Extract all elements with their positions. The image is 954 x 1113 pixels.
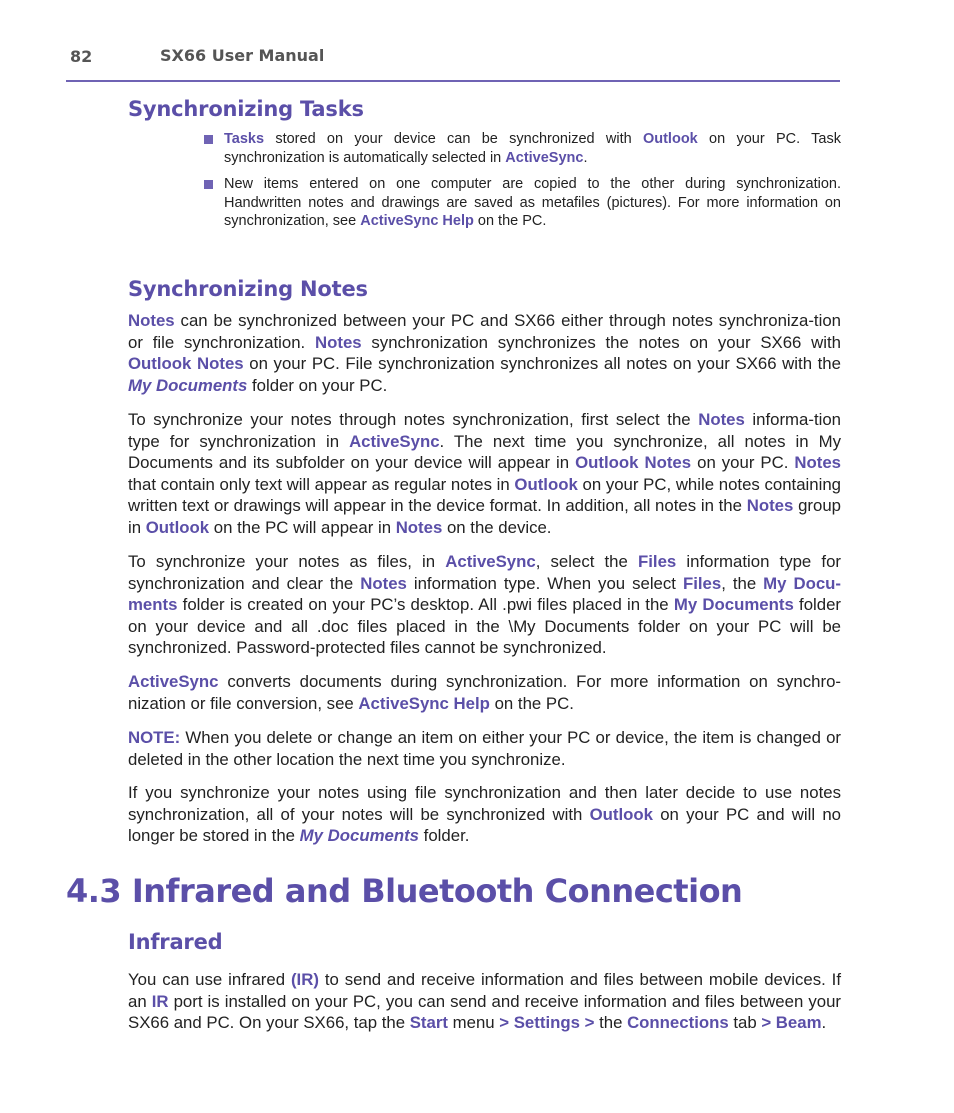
bullet-square-icon (204, 135, 213, 144)
page-header (66, 44, 840, 82)
paragraph-notes-intro: Notes can be synchronized between your PC and SX66 either through notes synchroniza-tion or file synchronization. Notes synchronization synchronizes the notes on your SX66 with Outlook Notes on your PC. File synchronization synchronizes all notes on your SX66 with the My Documents folder on your PC. (128, 311, 842, 395)
paragraph-activesync-conversion: ActiveSync converts documents during synchronization. For more information on synchro-nization or file conversion, see ActiveSync Help on the PC. (128, 672, 841, 713)
paragraph-note: NOTE: When you delete or change an item on either your PC or device, the item is changed or deleted in the other location the next time you synchronize. (128, 728, 841, 769)
heading-synchronizing-tasks: Synchronizing Tasks (128, 97, 364, 121)
paragraph-switch-sync: If you synchronize your notes using file synchronization and then later decide to use notes synchronization, all of your notes will be synchronized with Outlook on your PC and will no longer be stored in the My Documents folder. (128, 783, 841, 846)
page-number: 82 (70, 47, 93, 66)
paragraph-infrared: You can use infrared (IR) to send and receive information and files between mobile devices. If an IR port is installed on your PC, you can send and receive information and files between your SX66 and PC. On your SX66, tap the Start menu > Settings > the Connections tab > Beam. (128, 970, 842, 1033)
document-title: SX66 User Manual (160, 46, 325, 65)
list-item: Tasks stored on your device can be synchronized with Outlook on your PC. Task synchronization is automatically selected in ActiveSync. (200, 130, 841, 167)
chapter-title: 4.3 Infrared and Bluetooth Connection (66, 872, 743, 910)
heading-synchronizing-notes: Synchronizing Notes (128, 277, 368, 301)
paragraph-notes-sync: To synchronize your notes through notes synchronization, first select the Notes informa-tion type for synchronization in ActiveSync. The next time you synchronize, all notes in My Documents and its subfolder on your device will appear in Outlook Notes on your PC. Notes that contain only text will appear as regular notes in Outlook on your PC, while notes containing written text or drawings will appear in the device format. In addition, all notes in the Notes group in Outlook on the PC will appear in Notes on the device. (128, 410, 842, 537)
list-item: New items entered on one computer are copied to the other during synchronization. Handwritten notes and drawings are saved as metafiles (pictures). For more information on synchronization, see ActiveSync Help on the PC. (200, 175, 841, 231)
tasks-bullet-list (200, 130, 841, 239)
paragraph-files-sync: To synchronize your notes as files, in ActiveSync, select the Files information type for synchronization and clear the Notes information type. When you select Files, the My Docu-ments folder is created on your PC’s desktop. All .pwi files placed in the My Documents folder on your device and all .doc files placed in the \My Documents folder on your PC will be synchronized. Password-protected files cannot be synchronized. (128, 552, 842, 658)
bullet-square-icon (204, 180, 213, 189)
heading-infrared: Infrared (128, 930, 223, 954)
